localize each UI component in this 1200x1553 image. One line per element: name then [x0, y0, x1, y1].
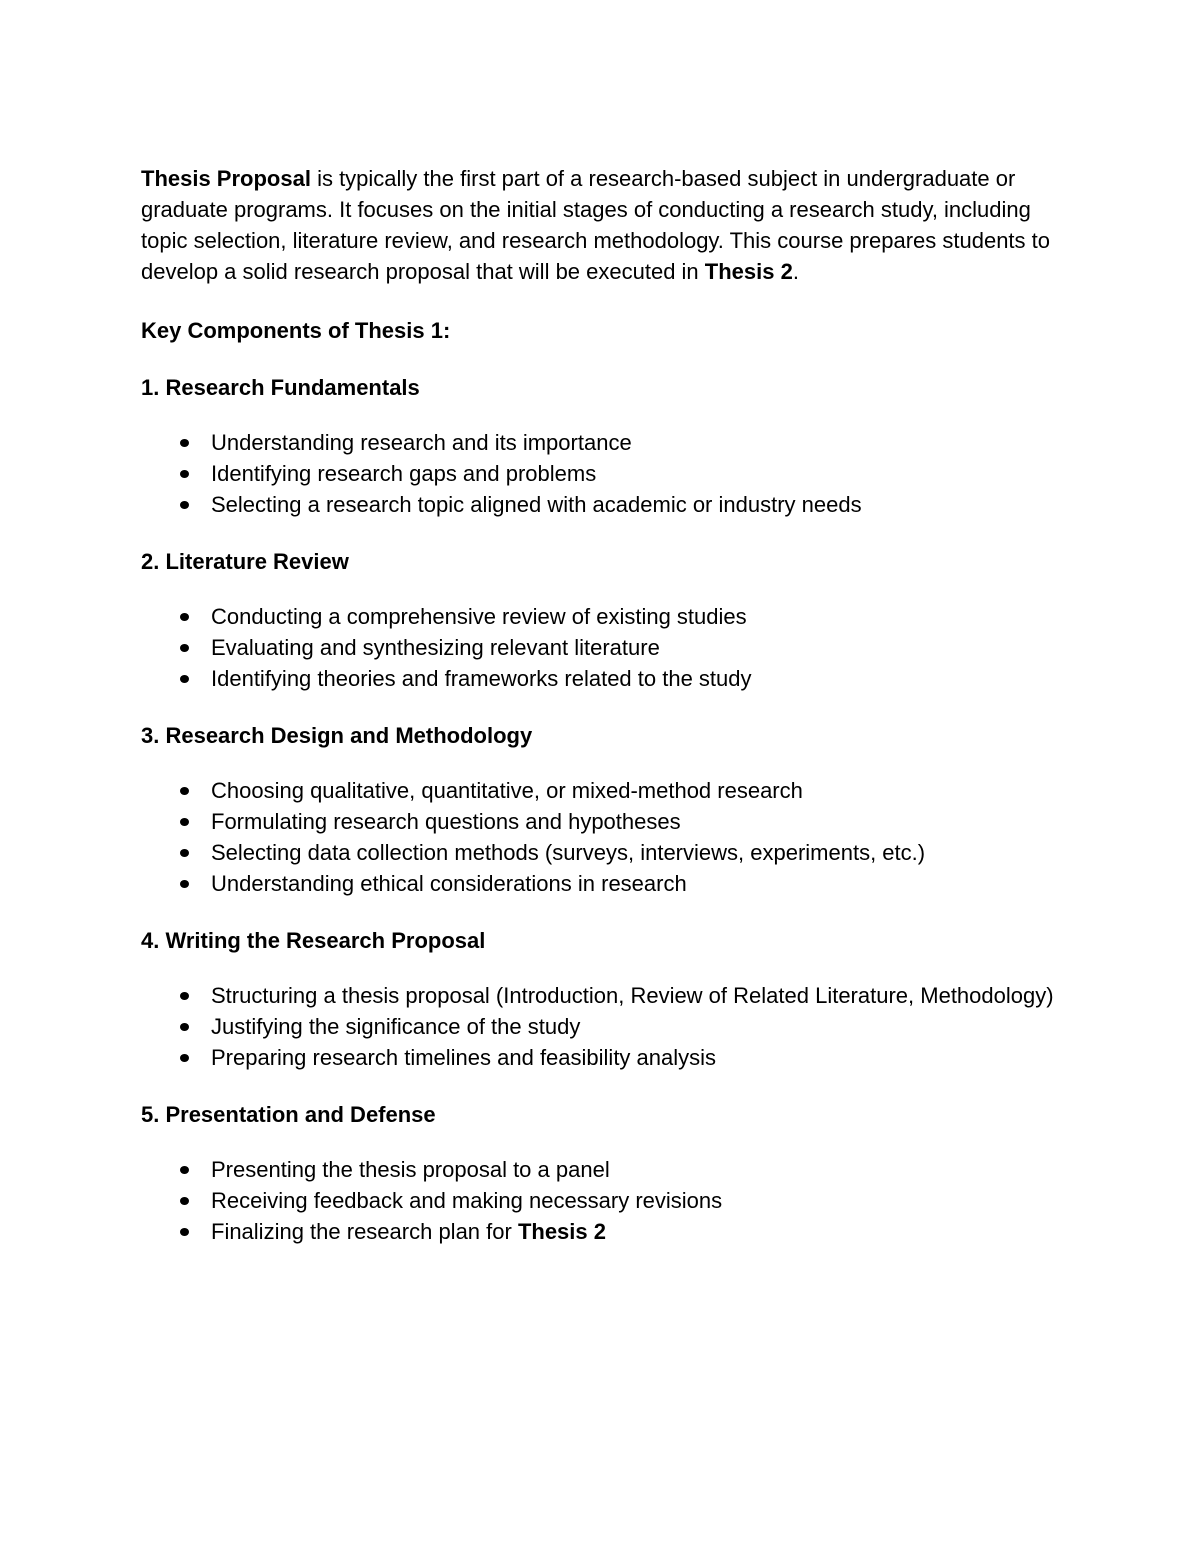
bullet-list-writing-proposal	[141, 980, 1061, 1073]
bullet-list-research-design	[141, 775, 1061, 899]
list-item	[141, 1154, 1061, 1185]
list-item-text: Understanding ethical considerations in research	[211, 871, 687, 896]
bullet-icon	[180, 1166, 189, 1174]
list-item-text: Justifying the significance of the study	[211, 1014, 581, 1039]
bullet-list-presentation-defense	[141, 1154, 1061, 1247]
list-item	[141, 601, 1061, 632]
list-item	[141, 489, 1061, 520]
bullet-icon	[180, 1228, 189, 1236]
bullet-icon	[180, 613, 189, 621]
bullet-icon	[180, 470, 189, 478]
list-item	[141, 1011, 1061, 1042]
bullet-icon	[180, 1023, 189, 1031]
list-item-text: Receiving feedback and making necessary revisions	[211, 1188, 723, 1213]
document-body	[141, 163, 1061, 1247]
list-item	[141, 980, 1061, 1011]
list-item-text: Selecting a research topic aligned with academic or industry needs	[211, 492, 862, 517]
intro-bold-title: Thesis Proposal	[141, 166, 311, 191]
list-item	[141, 775, 1061, 806]
bullet-icon	[180, 501, 189, 509]
section-heading-writing-proposal: 4. Writing the Research Proposal	[141, 928, 486, 953]
list-item	[141, 806, 1061, 837]
list-item-text: Presenting the thesis proposal to a panel	[211, 1157, 610, 1182]
key-components-heading: Key Components of Thesis 1:	[141, 318, 451, 343]
intro-bold-end: Thesis 2	[704, 259, 793, 284]
list-item-text: Choosing qualitative, quantitative, or mixed-method research	[211, 778, 803, 803]
list-item-text: Evaluating and synthesizing relevant literature	[211, 635, 660, 660]
bullet-icon	[180, 644, 189, 652]
bullet-icon	[180, 818, 189, 826]
section-heading-research-design: 3. Research Design and Methodology	[141, 723, 533, 748]
list-item-text: Conducting a comprehensive review of existing studies	[211, 604, 747, 629]
list-item-text: Selecting data collection methods (surveys, interviews, experiments, etc.)	[211, 840, 926, 865]
list-item-text: Preparing research timelines and feasibility analysis	[211, 1045, 717, 1070]
bullet-icon	[180, 1197, 189, 1205]
list-item	[141, 837, 1061, 868]
list-item	[141, 632, 1061, 663]
bullet-icon	[180, 880, 189, 888]
list-item-text: Structuring a thesis proposal (Introduction, Review of Related Literature, Methodology)	[211, 983, 1054, 1008]
intro-text: is typically the first part of a research-based subject in undergraduate or graduate programs. It focuses on the initial stages of conducting a research study, including topic selection, literature review, and research methodology. This course prepares students to develop a solid research proposal that will be executed in	[141, 166, 1051, 284]
list-item	[141, 427, 1061, 458]
bullet-list-literature-review	[141, 601, 1061, 694]
section-heading-presentation-defense: 5. Presentation and Defense	[141, 1102, 436, 1127]
list-item-text: Identifying research gaps and problems	[211, 461, 597, 486]
list-item-text: Identifying theories and frameworks related to the study	[211, 666, 752, 691]
list-item-text: Formulating research questions and hypotheses	[211, 809, 681, 834]
bullet-icon	[180, 1054, 189, 1062]
bullet-icon	[180, 992, 189, 1000]
list-item-text: Understanding research and its importance	[211, 430, 632, 455]
bullet-list-research-fundamentals	[141, 427, 1061, 520]
list-item	[141, 868, 1061, 899]
list-item-bold-text: Thesis 2	[517, 1219, 606, 1244]
bullet-icon	[180, 849, 189, 857]
bullet-icon	[180, 675, 189, 683]
list-item	[141, 1185, 1061, 1216]
section-heading-research-fundamentals: 1. Research Fundamentals	[141, 375, 420, 400]
list-item	[141, 663, 1061, 694]
bullet-icon	[180, 439, 189, 447]
list-item	[141, 458, 1061, 489]
list-item	[141, 1042, 1061, 1073]
list-item	[141, 1216, 1061, 1247]
section-heading-literature-review: 2. Literature Review	[141, 549, 349, 574]
bullet-icon	[180, 787, 189, 795]
list-item-text: Finalizing the research plan for	[211, 1219, 518, 1244]
intro-end-punct: .	[792, 259, 799, 284]
intro-paragraph	[141, 163, 1061, 287]
